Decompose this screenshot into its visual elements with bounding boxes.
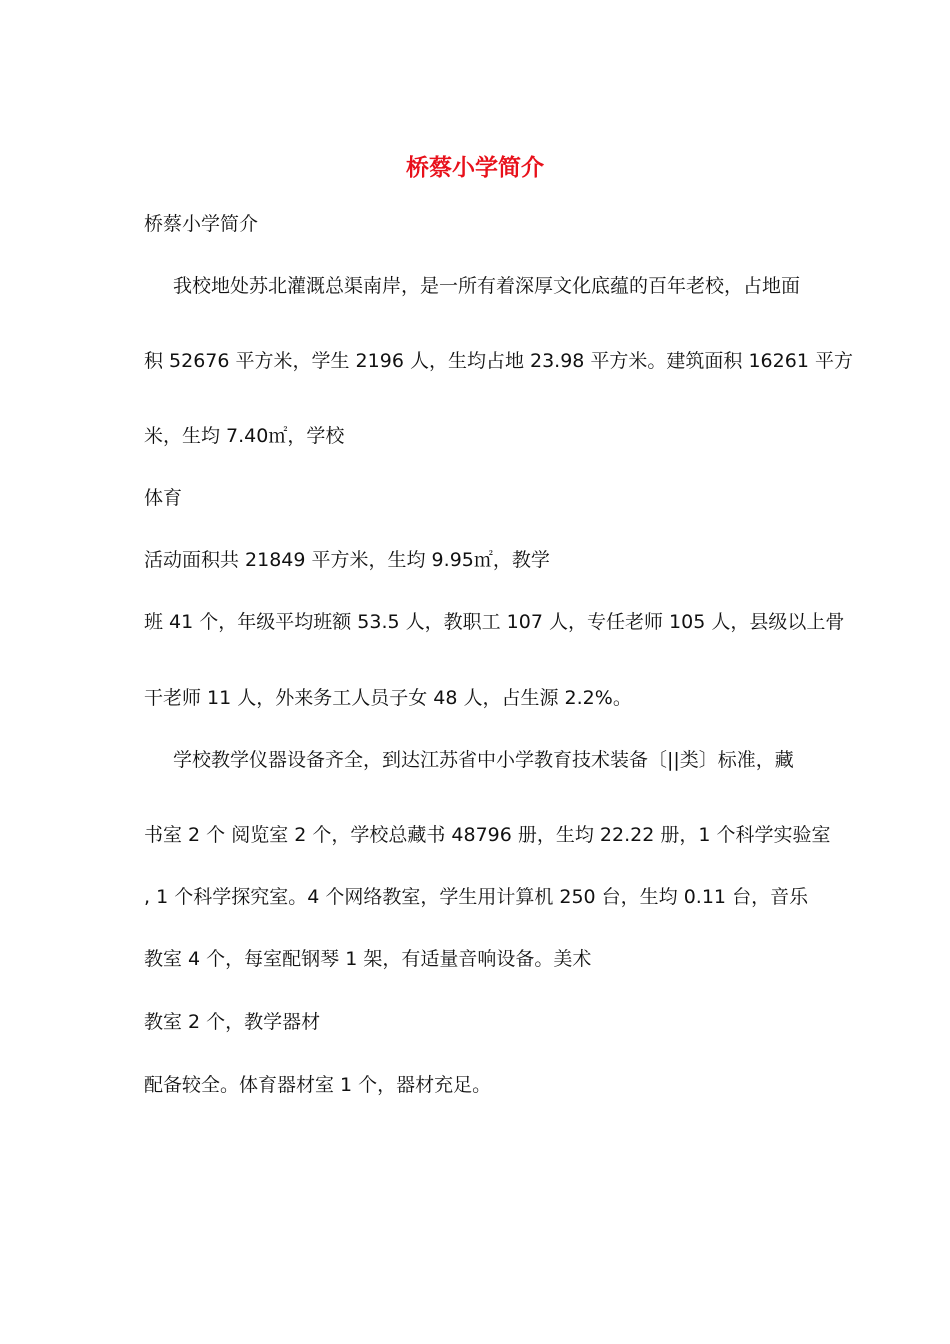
paragraph-line: 活动面积共 21849 平方米，生均 9.95㎡，教学	[144, 549, 550, 571]
paragraph-line: 积 52676 平方米，学生 2196 人，生均占地 23.98 平方米。建筑面积 16261 平方	[144, 350, 853, 372]
paragraph-line: , 1 个科学探究室。4 个网络教室，学生用计算机 250 台，生均 0.11 台，音乐	[144, 886, 809, 908]
paragraph-line: 体育	[144, 487, 183, 509]
paragraph-line: 我校地处苏北灌溉总渠南岸，是一所有着深厚文化底蕴的百年老校，占地面	[173, 275, 801, 297]
paragraph-line: 教室 4 个，每室配钢琴 1 架，有适量音响设备。美术	[144, 948, 592, 970]
subtitle-line: 桥蔡小学简介	[144, 213, 259, 235]
paragraph-line: 班 41 个，年级平均班额 53.5 人，教职工 107 人，专任老师 105 人，县级以上骨	[144, 611, 845, 633]
paragraph-line: 米，生均 7.40㎡，学校	[144, 425, 345, 447]
document-title: 桥蔡小学简介	[406, 154, 544, 181]
paragraph-line: 干老师 11 人，外来务工人员子女 48 人，占生源 2.2%。	[144, 687, 632, 709]
paragraph-line: 书室 2 个 阅览室 2 个，学校总藏书 48796 册，生均 22.22 册，1 个科学实验室	[144, 824, 831, 846]
paragraph-line: 学校教学仪器设备齐全，到达江苏省中小学教育技术装备〔||类〕标准，藏	[173, 749, 794, 771]
paragraph-line: 教室 2 个，教学器材	[144, 1011, 321, 1033]
paragraph-line: 配备较全。体育器材室 1 个，器材充足。	[144, 1074, 492, 1096]
